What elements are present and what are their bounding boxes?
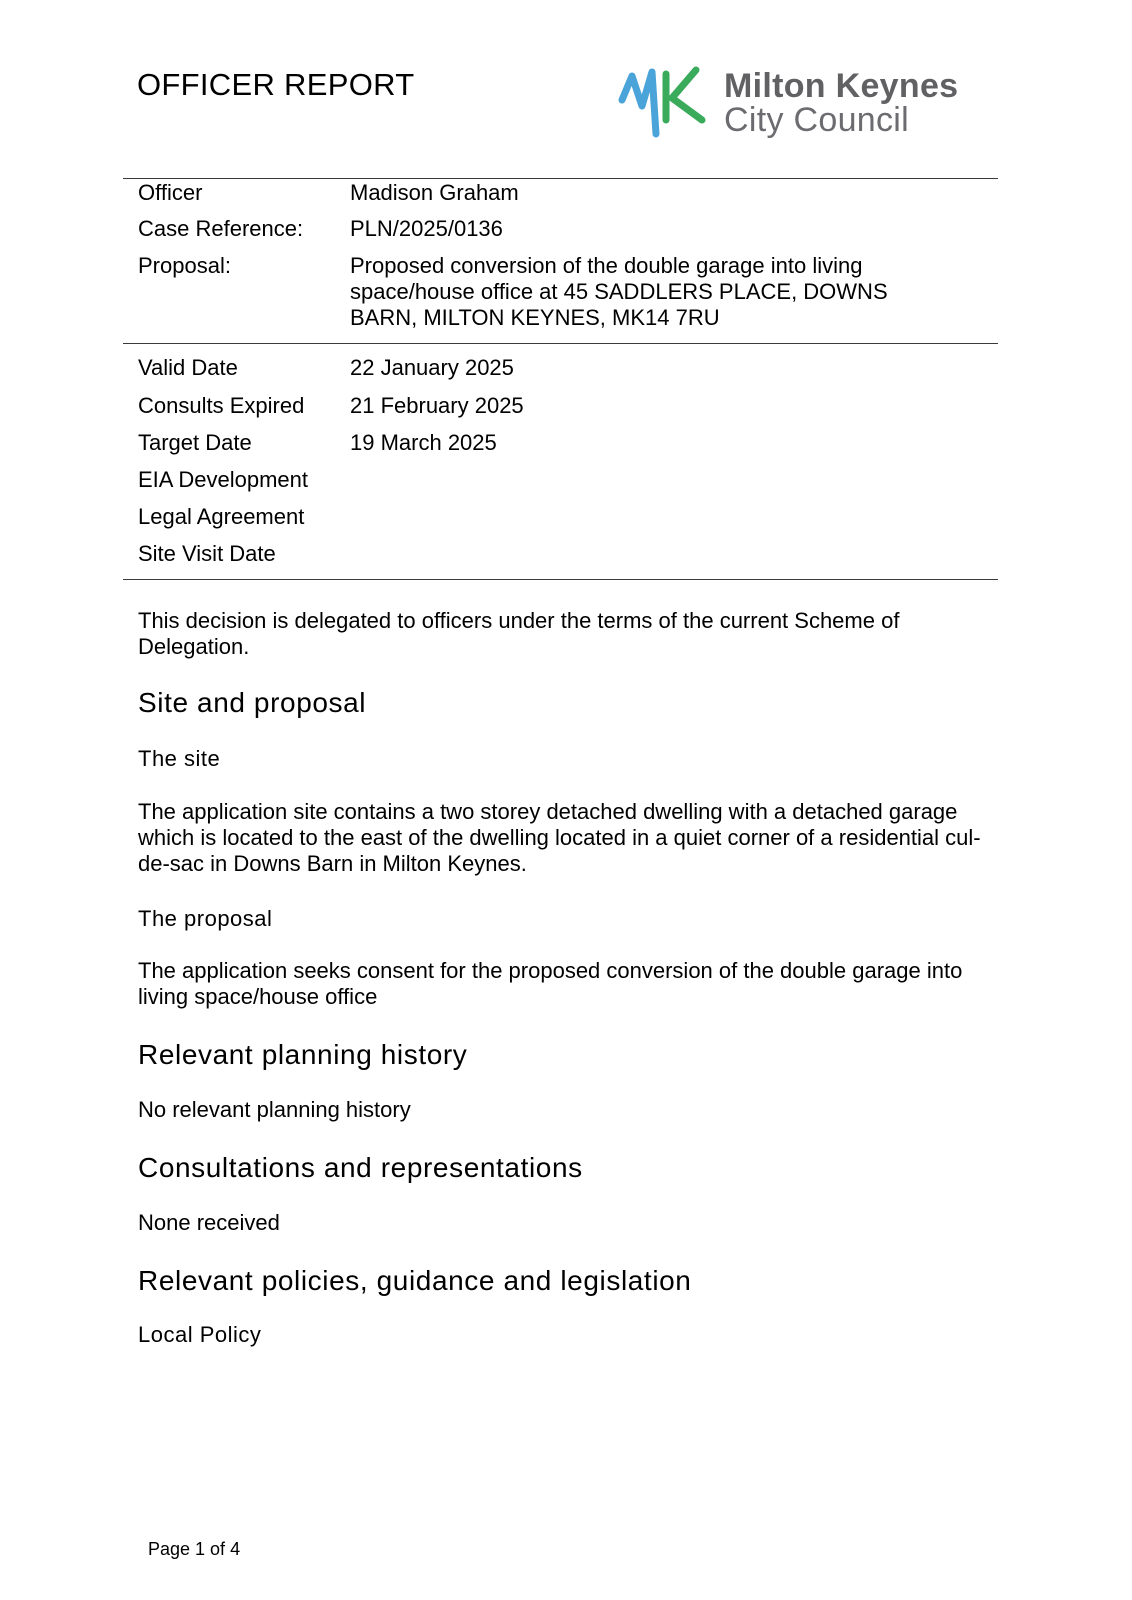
logo-text-line1: Milton Keynes (724, 67, 959, 105)
date-label: Target Date (138, 430, 252, 455)
detail-label: Proposal: (138, 253, 231, 278)
subheading-local-policy: Local Policy (138, 1322, 262, 1347)
detail-value: Proposed conversion of the double garage into living space/house office at 45 SADDLERS PLACE, DOWNS BARN, MILTON KEYNES, MK14 7RU (350, 253, 888, 330)
consultations-text: None received (138, 1210, 280, 1235)
planning-history-text: No relevant planning history (138, 1097, 411, 1122)
bottom-rule (123, 579, 998, 580)
heading-policies: Relevant policies, guidance and legislation (138, 1265, 692, 1296)
proposal-description: The application seeks consent for the proposed conversion of the double garage into living space/house office (138, 958, 963, 1009)
detail-value: Madison Graham (350, 180, 519, 205)
council-logo (616, 62, 996, 144)
heading-consultations: Consultations and representations (138, 1152, 583, 1183)
middle-rule (123, 343, 998, 344)
heading-planning-history: Relevant planning history (138, 1039, 468, 1070)
date-label: EIA Development (138, 467, 308, 492)
page-number: Page 1 of 4 (148, 1539, 241, 1559)
mk-logo-mark-icon (616, 62, 712, 144)
date-label: Valid Date (138, 355, 238, 380)
delegation-text: This decision is delegated to officers under the terms of the current Scheme of Delegation. (138, 608, 900, 659)
date-value: 21 February 2025 (350, 393, 524, 418)
report-title: OFFICER REPORT (137, 67, 415, 102)
subheading-the-proposal: The proposal (138, 906, 273, 931)
heading-site-and-proposal: Site and proposal (138, 687, 367, 718)
detail-label: Officer (138, 180, 203, 205)
date-value: 22 January 2025 (350, 355, 514, 380)
site-description: The application site contains a two storey detached dwelling with a detached garage which is located to the east of the dwelling located in a quiet corner of a residential cul-de-sac in Downs Barn in Milton Keynes. (138, 799, 981, 876)
detail-label: Case Reference: (138, 216, 304, 241)
date-label: Legal Agreement (138, 504, 305, 529)
detail-value: PLN/2025/0136 (350, 216, 503, 241)
date-label: Site Visit Date (138, 541, 276, 566)
date-label: Consults Expired (138, 393, 305, 418)
top-rule (123, 178, 998, 179)
logo-text-line2: City Council (724, 101, 909, 139)
date-value: 19 March 2025 (350, 430, 497, 455)
subheading-the-site: The site (138, 746, 221, 771)
